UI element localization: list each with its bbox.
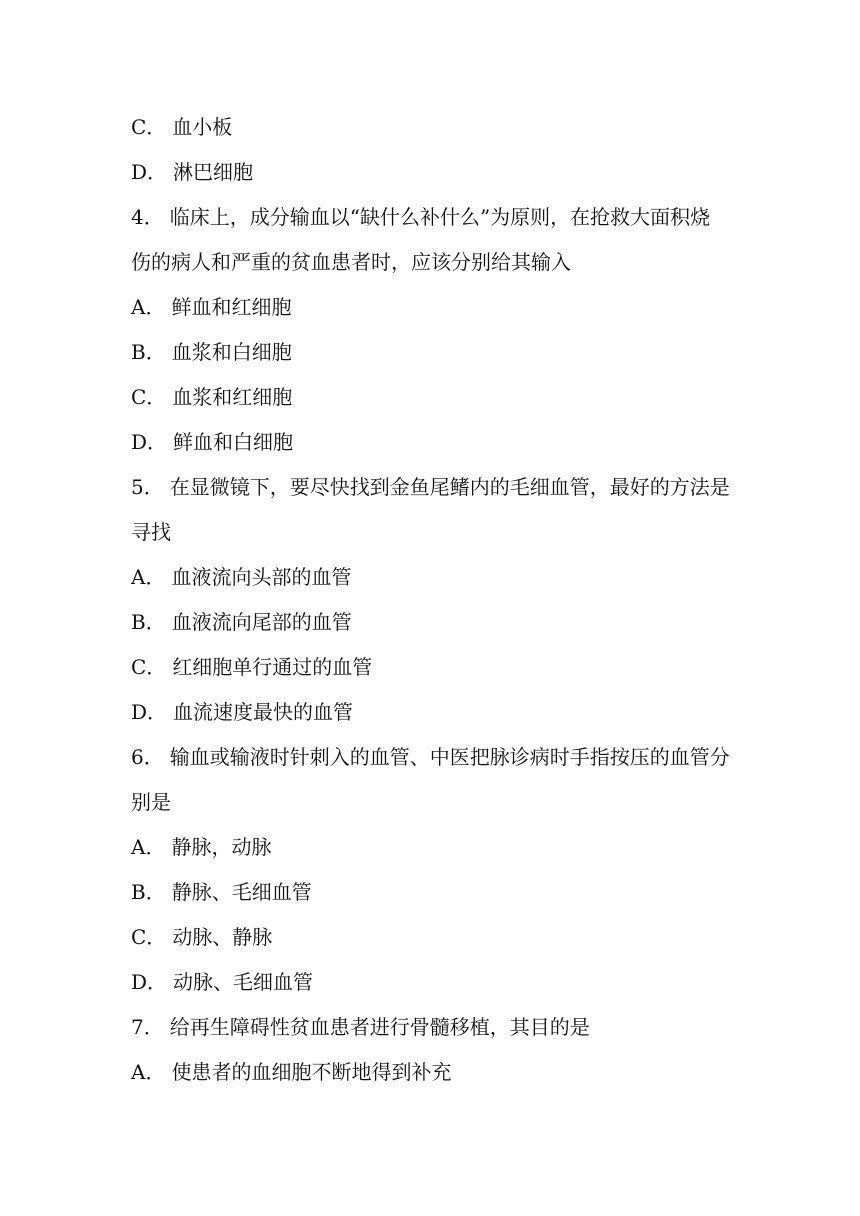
option-line: [131, 877, 751, 907]
question-continuation: [131, 247, 751, 277]
option-text: 血小板: [172, 115, 233, 139]
option-line: [131, 967, 751, 997]
question-line: [131, 1012, 751, 1042]
option-text: 淋巴细胞: [173, 160, 254, 184]
option-label: C．: [131, 385, 167, 409]
question-number: 6．: [131, 745, 164, 769]
option-line: [131, 157, 751, 187]
option-line: [131, 922, 751, 952]
option-line: [131, 652, 751, 682]
option-line: [131, 562, 751, 592]
option-line: [131, 697, 751, 727]
question-line: [131, 202, 751, 232]
option-label: C．: [131, 655, 167, 679]
option-text: 使患者的血细胞不断地得到补充: [171, 1060, 452, 1084]
question-number: 7．: [131, 1015, 164, 1039]
question-text: 输血或输液时针刺入的血管、中医把脉诊病时手指按压的血管分: [169, 745, 730, 769]
option-line: [131, 112, 751, 142]
option-label: D．: [131, 970, 168, 994]
option-line: [131, 337, 751, 367]
question-text: 伤的病人和严重的贫血患者时，应该分别给其输入: [131, 250, 571, 274]
option-line: [131, 292, 751, 322]
option-label: B．: [131, 340, 166, 364]
option-text: 动脉、静脉: [172, 925, 273, 949]
option-label: C．: [131, 115, 167, 139]
option-label: B．: [131, 880, 166, 904]
question-text: 临床上，成分输血以“缺什么补什么”为原则，在抢救大面积烧: [169, 205, 711, 229]
option-label: D．: [131, 700, 168, 724]
option-text: 血浆和红细胞: [172, 385, 293, 409]
question-number: 4．: [131, 205, 164, 229]
option-text: 静脉，动脉: [171, 835, 272, 859]
question-text: 寻找: [131, 520, 171, 544]
question-text: 给再生障碍性贫血患者进行骨髓移植，其目的是: [169, 1015, 590, 1039]
option-label: A．: [131, 565, 166, 589]
option-text: 红细胞单行通过的血管: [172, 655, 373, 679]
question-continuation: [131, 787, 751, 817]
option-text: 血液流向尾部的血管: [171, 610, 352, 634]
option-text: 血液流向头部的血管: [171, 565, 352, 589]
option-text: 鲜血和红细胞: [171, 295, 292, 319]
option-line: [131, 832, 751, 862]
option-line: [131, 427, 751, 457]
question-continuation: [131, 517, 751, 547]
option-label: D．: [131, 430, 168, 454]
question-text: 在显微镜下，要尽快找到金鱼尾鳍内的毛细血管，最好的方法是: [169, 475, 730, 499]
option-label: A．: [131, 295, 166, 319]
option-text: 血流速度最快的血管: [173, 700, 354, 724]
option-line: [131, 1057, 751, 1087]
option-text: 动脉、毛细血管: [173, 970, 314, 994]
option-label: A．: [131, 835, 166, 859]
question-line: [131, 742, 751, 772]
question-number: 5．: [131, 475, 164, 499]
option-label: C．: [131, 925, 167, 949]
option-text: 鲜血和白细胞: [173, 430, 294, 454]
question-text: 别是: [131, 790, 171, 814]
question-line: [131, 472, 751, 502]
option-line: [131, 382, 751, 412]
option-text: 静脉、毛细血管: [171, 880, 312, 904]
option-text: 血浆和白细胞: [171, 340, 292, 364]
option-label: A．: [131, 1060, 166, 1084]
option-label: B．: [131, 610, 166, 634]
option-label: D．: [131, 160, 168, 184]
option-line: [131, 607, 751, 637]
